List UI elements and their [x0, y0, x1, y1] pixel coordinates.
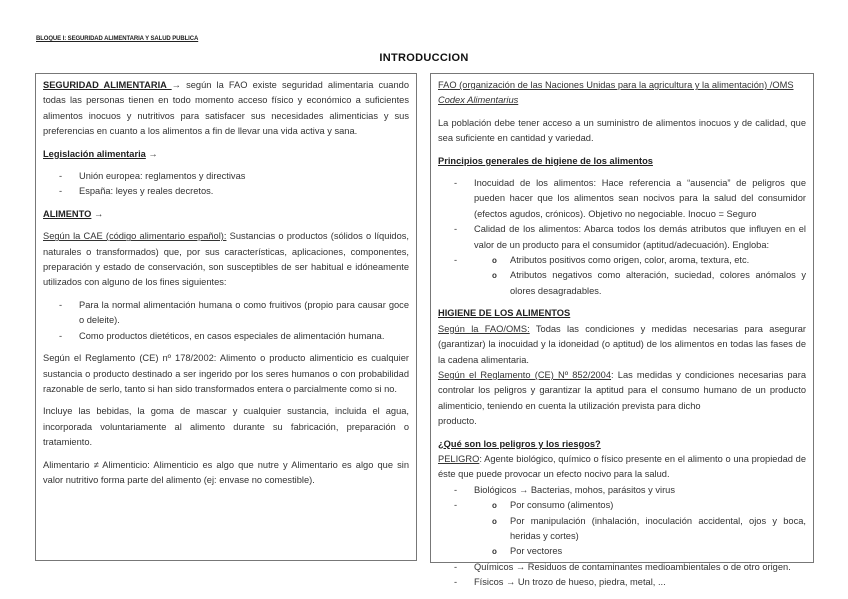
right-column-box [430, 73, 814, 588]
incluye-paragraph: Incluye las bebidas, la goma de mascar y cualquier sustancia, incluida el agua, incorporada voluntariamente al alimento durante su fabricación, preparación o tratamiento. [43, 406, 409, 448]
list-item: - Químicos → Residuos de contaminantes medioambientales o de otro origen. [438, 560, 806, 575]
sub-item: o Por manipulación (inhalación, inoculación accidental, ojos y boca, heridas y cortes) [438, 514, 806, 545]
list-item: - Unión europea: reglamentos y directivas [43, 169, 409, 184]
higiene-fao-paragraph [438, 322, 806, 368]
list-item: - Físicos → Un trozo de hueso, piedra, metal, ... [438, 575, 806, 590]
alimentario-paragraph: Alimentario ≠ Alimenticio: Alimenticio es algo que nutre y Alimentario es algo que sin valor nutritivo forma parte del alimento (ej: envase no comestible). [43, 459, 409, 485]
heading: Legislación alimentaria [43, 148, 146, 159]
principios-heading: Principios generales de higiene de los alimentos [438, 155, 653, 166]
list-item: - España: leyes y reales decretos. [43, 184, 409, 199]
higiene-heading: HIGIENE DE LOS ALIMENTOS [438, 308, 571, 319]
heading: SEGURIDAD ALIMENTARIA [43, 80, 172, 90]
sub-item: o Atributos negativos como alteración, suciedad, colores anómalos y olores desagradables. [438, 268, 806, 299]
peligros-heading: ¿Qué son los peligros y los riesgos? [438, 438, 601, 449]
alimento-heading [43, 207, 409, 222]
heading: ALIMENTO [43, 208, 92, 219]
cae-list [43, 298, 409, 344]
poblacion-paragraph: La población debe tener acceso a un suministro de alimentos inocuos y de calidad, que sea suficiente en cantidad y variedad. [438, 117, 806, 144]
sub-list-wrap [438, 253, 806, 299]
fao-paragraph [438, 78, 806, 109]
sub-list [438, 498, 806, 560]
higiene-reglamento-paragraph [438, 368, 806, 414]
legislacion-list [43, 169, 409, 200]
sub-item: o - Atributos positivos como origen, color, aroma, textura, etc. [438, 253, 806, 268]
peligro-paragraph [438, 452, 806, 483]
codex-text: Codex Alimentarius [438, 95, 519, 106]
arrow: → [91, 208, 104, 219]
sub-list [438, 253, 806, 299]
reglamento-paragraph: Según el Reglamento (CE) nº 178/2002: Alimento o producto alimenticio es cualquier sustancia o producto destinado a ser ingerido por los seres humanos o con probabilidad razonable de serlo, tanto si han sido transformados entera o parcialmente como si no. [43, 353, 409, 394]
page-title: INTRODUCCION [379, 52, 469, 64]
left-column-box [35, 73, 417, 561]
text: Todas las condiciones y medidas necesarias para asegurar (garantizar) la inocuidad y la idoneidad (o aptitud) de los alimentos en todas las fases de la cadena alimentaria. [438, 323, 806, 365]
legislacion-heading [43, 147, 409, 162]
sub-item: o - Por consumo (alimentos) [438, 498, 806, 513]
list-item: - Inocuidad de los alimentos: Hace referencia a “ausencia” de peligros que pueden hacer que los alimentos sean nocivos para la salud del consumidor (efectos agudos, crónicos). Objetivo no negociable. Inocuo = Seguro [438, 176, 806, 222]
lead: Según el Reglamento (CE) Nº 852/2004 [438, 369, 612, 380]
document-header: BLOQUE I: SEGURIDAD ALIMENTARIA Y SALUD PUBLICA [36, 36, 199, 42]
cae-paragraph [43, 229, 409, 291]
lead: PELIGRO [438, 453, 480, 464]
arrow: → [145, 148, 158, 159]
peligros-list [438, 483, 806, 591]
text: Sustancias o productos (sólidos o líquidos, naturales o transformados) que, por sus características, aplicaciones, componentes, preparación y estado de conservación, son susceptibles de ser habitual e idóneamente utilizados con alguno de los fines siguientes: [43, 231, 409, 288]
list-item: - Como productos dietéticos, en casos especiales de alimentación humana. [43, 329, 409, 344]
text: : Agente biológico, químico o físico presente en el alimento o una propiedad de éste que puede provocar un efecto nocivo para la salud. [438, 453, 806, 480]
list-item: - Para la normal alimentación humana o como fruitivos (propio para causar goce o deleite). [43, 298, 409, 329]
text: : Las medidas y condiciones necesarias para controlar los peligros y garantizar la aptitud para el consumo humano de un producto alimenticio, teniendo en cuenta la utilización prevista para dicho [438, 369, 806, 411]
list-item: - Biológicos → Bacterias, mohos, parásitos y virus [438, 483, 806, 498]
sub-list-wrap [438, 498, 806, 560]
sub-item: o Por vectores [438, 544, 806, 559]
fao-text: FAO (organización de las Naciones Unidas para la agricultura y la alimentación) /OMS [438, 80, 794, 90]
seguridad-alimentaria-paragraph [43, 78, 409, 140]
lead: Según la CAE (código alimentario español): [43, 231, 227, 242]
text: → según la FAO existe seguridad alimentaria cuando todas las personas tienen en todo momento acceso físico y económico a suficientes alimentos inocuos y nutritivos para satisfacer sus necesidades alimenticias y sus preferencias en cuanto a los alimentos a fin de llevar una vida activa y sana. [43, 80, 409, 137]
list-item: - Calidad de los alimentos: Abarca todos los demás atributos que influyen en el valor de un producto para el consumidor (aptitud/adecuación). Engloba: [438, 222, 806, 253]
principios-list [438, 176, 806, 299]
lead: Según la FAO/OMS: [438, 323, 530, 334]
producto-line: producto. [438, 416, 477, 427]
